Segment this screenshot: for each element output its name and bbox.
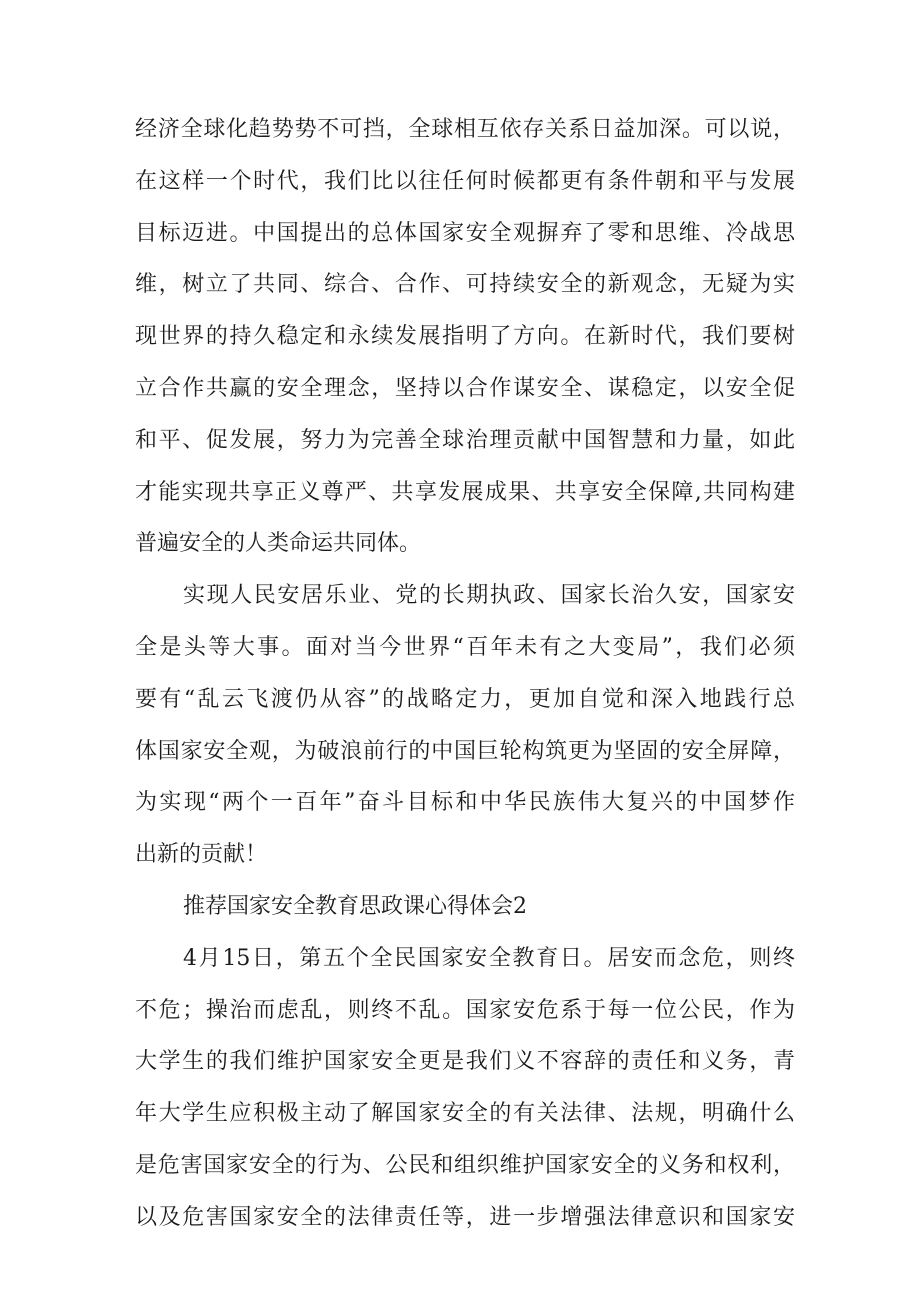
section-heading	[135, 881, 795, 933]
text-line: 和平、促发展，努力为完善全球治理贡献中国智慧和力量，如此	[135, 427, 795, 453]
text-line: 体国家安全观，为破浪前行的中国巨轮构筑更为坚固的安全屏障，	[135, 738, 795, 764]
text-line: 实现人民安居乐业、党的长期执政、国家长治久安，国家安	[183, 583, 795, 609]
text-line: 现世界的持久稳定和永续发展指明了方向。在新时代，我们要树	[135, 324, 795, 350]
text-line: 为实现“两个一百年”奋斗目标和中华民族伟大复兴的中国梦作	[135, 790, 795, 816]
text-line: 维，树立了共同、综合、合作、可持续安全的新观念，无疑为实	[135, 272, 795, 298]
text-line: 大学生的我们维护国家安全更是我们义不容辞的责任和义务，青	[135, 1049, 795, 1075]
paragraph-3	[135, 933, 795, 1244]
section-heading-text: 推荐国家安全教育思政课心得体会2	[183, 893, 527, 919]
text-line: 不危；操治而虑乱，则终不乱。国家安危系于每一位公民，作为	[135, 997, 795, 1023]
text-line: 是危害国家安全的行为、公民和组织维护国家安全的义务和权利，	[135, 1152, 795, 1178]
document-body	[135, 104, 795, 1244]
text-line: 全是头等大事。面对当今世界“百年未有之大变局”，我们必须	[135, 634, 795, 660]
text-line: 出新的贡献！	[135, 842, 268, 868]
text-line: 经济全球化趋势势不可挡，全球相互依存关系日益加深。可以说，	[135, 117, 795, 142]
text-line: 4月15日，第五个全民国家安全教育日。居安而念危，则终	[183, 945, 795, 971]
text-line: 在这样一个时代，我们比以往任何时候都更有条件朝和平与发展	[135, 168, 795, 194]
text-line: 普遍安全的人类命运共同体。	[135, 531, 422, 557]
text-line: 目标迈进。中国提出的总体国家安全观摒弃了零和思维、冷战思	[135, 220, 795, 246]
text-line: 要有“乱云飞渡仍从容”的战略定力，更加自觉和深入地践行总	[135, 686, 795, 712]
paragraph-2	[135, 570, 795, 881]
text-line: 年大学生应积极主动了解国家安全的有关法律、法规，明确什么	[135, 1101, 795, 1127]
text-line: 才能实现共享正义尊严、共享发展成果、共享安全保障,共同构建	[135, 479, 795, 505]
text-line: 以及危害国家安全的法律责任等，进一步增强法律意识和国家安	[135, 1204, 795, 1230]
paragraph-1	[135, 104, 795, 570]
text-line: 立合作共赢的安全理念，坚持以合作谋安全、谋稳定，以安全促	[135, 375, 795, 401]
